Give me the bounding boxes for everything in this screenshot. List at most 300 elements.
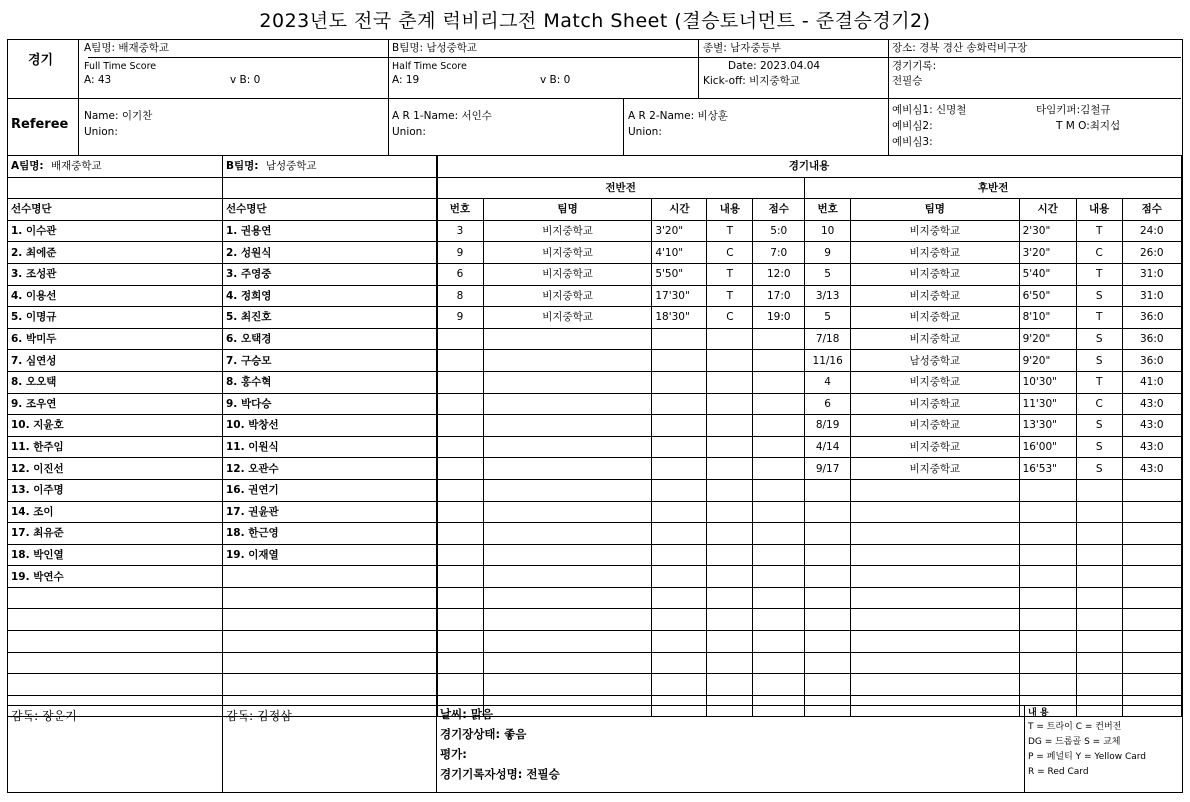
event-row <box>437 479 1182 501</box>
weather: 날씨: 맑음 <box>440 707 494 721</box>
event-score: 43:0 <box>1122 458 1181 480</box>
event-time: 13'30" <box>1019 415 1076 437</box>
event-time <box>652 350 707 372</box>
event-num <box>437 501 484 523</box>
event-team <box>483 371 652 393</box>
event-team: 비지중학교 <box>483 307 652 329</box>
roster-empty-cell <box>8 177 223 199</box>
full-time-b: v B: 0 <box>230 74 261 86</box>
player-b <box>223 566 438 588</box>
event-score <box>753 566 805 588</box>
player-b <box>223 631 438 653</box>
event-row <box>437 458 1182 480</box>
roster-table <box>7 155 438 717</box>
event-type: T <box>707 285 753 307</box>
event-row <box>437 328 1182 350</box>
col-team-2h: 팀명 <box>851 199 1020 221</box>
events-section-label: 경기내용 <box>437 156 1182 178</box>
match-date: Date: 2023.04.04 <box>728 60 821 72</box>
match-footer <box>8 705 1181 792</box>
event-type: C <box>707 307 753 329</box>
player-a: 18. 박인열 <box>8 544 223 566</box>
event-time: 11'30" <box>1019 393 1076 415</box>
player-a <box>8 609 223 631</box>
event-row <box>437 631 1182 653</box>
event-num <box>805 631 851 653</box>
legend-line-3: P = 페널티 Y = Yellow Card <box>1028 752 1147 762</box>
event-num: 7/18 <box>805 328 851 350</box>
event-num <box>437 674 484 696</box>
event-type <box>1076 566 1122 588</box>
event-time: 5'40" <box>1019 263 1076 285</box>
referee-label: Referee <box>11 117 69 132</box>
event-type: S <box>1076 436 1122 458</box>
event-num <box>437 436 484 458</box>
event-score: 41:0 <box>1122 371 1181 393</box>
events-table <box>436 155 1182 717</box>
event-team <box>851 544 1020 566</box>
event-type <box>707 458 753 480</box>
player-a: 3. 조성관 <box>8 263 223 285</box>
event-score: 12:0 <box>753 263 805 285</box>
event-row <box>437 523 1182 545</box>
player-a: 8. 오오택 <box>8 371 223 393</box>
event-team: 비지중학교 <box>851 436 1020 458</box>
event-num <box>437 631 484 653</box>
roster-row <box>8 242 438 264</box>
event-num: 3 <box>437 220 484 242</box>
event-team <box>851 674 1020 696</box>
event-time <box>652 393 707 415</box>
event-type <box>707 544 753 566</box>
legend-line-4: R = Red Card <box>1028 767 1089 777</box>
event-num <box>437 587 484 609</box>
roster-row <box>8 436 438 458</box>
player-a: 19. 박연수 <box>8 566 223 588</box>
event-score <box>1122 523 1181 545</box>
event-type <box>707 609 753 631</box>
event-team <box>483 458 652 480</box>
event-time: 17'30" <box>652 285 707 307</box>
full-time-a: A: 43 <box>84 74 112 86</box>
event-num <box>805 566 851 588</box>
event-time: 18'30" <box>652 307 707 329</box>
event-row <box>437 220 1182 242</box>
event-time <box>1019 544 1076 566</box>
player-a: 9. 조우연 <box>8 393 223 415</box>
team-a-name: A팀명: 배재중학교 <box>84 42 170 54</box>
event-team: 비지중학교 <box>851 458 1020 480</box>
category: 종별: 남자중등부 <box>703 42 781 54</box>
event-time <box>652 501 707 523</box>
event-type <box>707 479 753 501</box>
event-num <box>437 544 484 566</box>
event-time <box>1019 609 1076 631</box>
event-time <box>652 566 707 588</box>
event-score: 43:0 <box>1122 436 1181 458</box>
event-row <box>437 652 1182 674</box>
player-a <box>8 587 223 609</box>
col-time-2h: 시간 <box>1019 199 1076 221</box>
event-row <box>437 674 1182 696</box>
event-num <box>437 609 484 631</box>
event-type <box>707 587 753 609</box>
event-score: 43:0 <box>1122 393 1181 415</box>
event-num: 9 <box>437 242 484 264</box>
rating: 평가: <box>440 747 467 761</box>
event-time <box>652 371 707 393</box>
event-row <box>437 587 1182 609</box>
event-team: 비지중학교 <box>483 220 652 242</box>
event-row <box>437 307 1182 329</box>
roster-row <box>8 415 438 437</box>
event-num <box>805 674 851 696</box>
event-num <box>437 458 484 480</box>
event-time: 4'10" <box>652 242 707 264</box>
player-a: 7. 심연성 <box>8 350 223 372</box>
half-time-a: A: 19 <box>392 74 420 86</box>
referee-union: Union: <box>84 126 118 138</box>
team-a-label: A팀명: <box>11 160 44 173</box>
event-row <box>437 415 1182 437</box>
player-a <box>8 674 223 696</box>
col-num-1h: 번호 <box>437 199 484 221</box>
player-b: 10. 박창선 <box>223 415 438 437</box>
event-row <box>437 242 1182 264</box>
player-b: 1. 권용연 <box>223 220 438 242</box>
event-num: 11/16 <box>805 350 851 372</box>
event-score <box>1122 609 1181 631</box>
event-type <box>1076 587 1122 609</box>
event-time: 3'20" <box>1019 242 1076 264</box>
player-a: 17. 최유준 <box>8 523 223 545</box>
roster-row <box>8 587 438 609</box>
match-sheet <box>7 39 1183 793</box>
event-type <box>707 566 753 588</box>
roster-row <box>8 350 438 372</box>
event-num <box>437 415 484 437</box>
event-type: T <box>707 263 753 285</box>
event-num <box>437 350 484 372</box>
event-type <box>707 631 753 653</box>
player-b <box>223 674 438 696</box>
team-a-header <box>8 156 223 178</box>
event-time <box>652 328 707 350</box>
event-num <box>437 523 484 545</box>
second-half-label: 후반전 <box>805 177 1182 199</box>
event-score: 31:0 <box>1122 263 1181 285</box>
team-b-label: B팀명: <box>226 160 259 173</box>
event-type <box>1076 523 1122 545</box>
event-team <box>851 652 1020 674</box>
event-time: 6'50" <box>1019 285 1076 307</box>
event-score <box>753 523 805 545</box>
event-type <box>707 652 753 674</box>
event-score: 36:0 <box>1122 328 1181 350</box>
event-time <box>652 631 707 653</box>
kickoff: Kick-off: 비지중학교 <box>703 75 800 87</box>
event-row <box>437 393 1182 415</box>
roster-row <box>8 263 438 285</box>
event-team: 비지중학교 <box>483 263 652 285</box>
event-score <box>753 631 805 653</box>
event-time: 10'30" <box>1019 371 1076 393</box>
event-num: 5 <box>805 263 851 285</box>
event-score <box>753 609 805 631</box>
roster-row <box>8 371 438 393</box>
event-team: 비지중학교 <box>483 285 652 307</box>
event-num: 5 <box>805 307 851 329</box>
roster-label-b: 선수명단 <box>223 199 438 221</box>
legend-line-1: T = 트라이 C = 컨버전 <box>1028 722 1122 732</box>
roster-row <box>8 285 438 307</box>
event-time <box>652 609 707 631</box>
event-team: 비지중학교 <box>851 242 1020 264</box>
event-type <box>707 415 753 437</box>
event-score: 17:0 <box>753 285 805 307</box>
event-score: 26:0 <box>1122 242 1181 264</box>
event-score: 7:0 <box>753 242 805 264</box>
roster-row <box>8 674 438 696</box>
event-row <box>437 566 1182 588</box>
page-title: 2023년도 전국 춘계 럭비리그전 Match Sheet (결승토너먼트 - 준결승경기2) <box>259 10 931 32</box>
event-type: S <box>1076 458 1122 480</box>
legend-line-2: DG = 드롭골 S = 교체 <box>1028 737 1121 747</box>
event-time <box>1019 501 1076 523</box>
event-team <box>483 609 652 631</box>
col-score-2h: 점수 <box>1122 199 1181 221</box>
event-time <box>1019 566 1076 588</box>
event-type: S <box>1076 328 1122 350</box>
player-b: 6. 오택경 <box>223 328 438 350</box>
event-team <box>483 328 652 350</box>
player-b: 9. 박다승 <box>223 393 438 415</box>
event-time <box>1019 652 1076 674</box>
player-b: 19. 이재열 <box>223 544 438 566</box>
player-b: 5. 최진호 <box>223 307 438 329</box>
event-team <box>851 609 1020 631</box>
event-type <box>707 371 753 393</box>
event-team: 남성중학교 <box>851 350 1020 372</box>
event-team <box>483 479 652 501</box>
player-b: 12. 오관수 <box>223 458 438 480</box>
event-team: 비지중학교 <box>851 220 1020 242</box>
event-score: 43:0 <box>1122 415 1181 437</box>
player-a: 13. 이주명 <box>8 479 223 501</box>
reserve-1: 예비심1: 신명철 <box>892 104 967 116</box>
event-time <box>1019 587 1076 609</box>
event-score: 19:0 <box>753 307 805 329</box>
event-time: 9'20" <box>1019 350 1076 372</box>
event-score: 24:0 <box>1122 220 1181 242</box>
event-time: 2'30" <box>1019 220 1076 242</box>
player-b: 4. 정희영 <box>223 285 438 307</box>
roster-row <box>8 523 438 545</box>
event-type <box>1076 501 1122 523</box>
event-score: 5:0 <box>753 220 805 242</box>
event-type: T <box>1076 263 1122 285</box>
record-name: 전필승 <box>892 75 923 87</box>
event-type <box>707 523 753 545</box>
event-team <box>483 350 652 372</box>
player-a: 1. 이수관 <box>8 220 223 242</box>
player-a <box>8 652 223 674</box>
event-type <box>707 393 753 415</box>
event-type <box>1076 674 1122 696</box>
event-type <box>707 436 753 458</box>
col-num-2h: 번호 <box>805 199 851 221</box>
event-num <box>437 479 484 501</box>
event-num <box>805 501 851 523</box>
event-type <box>1076 652 1122 674</box>
event-row <box>437 436 1182 458</box>
roster-row <box>8 501 438 523</box>
event-score <box>1122 652 1181 674</box>
event-score <box>753 350 805 372</box>
ar2-name: A R 2-Name: 비상훈 <box>628 110 728 122</box>
event-num: 4/14 <box>805 436 851 458</box>
col-time-1h: 시간 <box>652 199 707 221</box>
event-score <box>753 652 805 674</box>
player-b <box>223 652 438 674</box>
player-b: 2. 성원식 <box>223 242 438 264</box>
event-type: S <box>1076 285 1122 307</box>
referee-name: Name: 이기찬 <box>84 110 153 122</box>
player-a: 5. 이명규 <box>8 307 223 329</box>
roster-label-a: 선수명단 <box>8 199 223 221</box>
roster-row <box>8 328 438 350</box>
event-score <box>753 458 805 480</box>
event-team <box>483 415 652 437</box>
event-time: 9'20" <box>1019 328 1076 350</box>
event-time <box>1019 674 1076 696</box>
player-a: 6. 박미두 <box>8 328 223 350</box>
event-team <box>483 523 652 545</box>
event-row <box>437 609 1182 631</box>
col-team-1h: 팀명 <box>483 199 652 221</box>
event-team: 비지중학교 <box>851 263 1020 285</box>
player-a: 11. 한주임 <box>8 436 223 458</box>
event-type <box>707 328 753 350</box>
roster-row <box>8 458 438 480</box>
event-num: 6 <box>805 393 851 415</box>
event-score <box>1122 587 1181 609</box>
roster-row <box>8 479 438 501</box>
event-time <box>652 436 707 458</box>
event-time: 5'50" <box>652 263 707 285</box>
event-num: 10 <box>805 220 851 242</box>
event-row <box>437 285 1182 307</box>
event-team: 비지중학교 <box>851 307 1020 329</box>
event-time: 8'10" <box>1019 307 1076 329</box>
event-num <box>437 371 484 393</box>
event-type: T <box>1076 220 1122 242</box>
event-time <box>652 458 707 480</box>
event-score <box>1122 566 1181 588</box>
player-b: 18. 한근영 <box>223 523 438 545</box>
event-score <box>753 371 805 393</box>
event-team: 비지중학교 <box>851 285 1020 307</box>
field-condition: 경기장상태: 좋음 <box>440 727 527 741</box>
event-row <box>437 371 1182 393</box>
player-a: 2. 최에준 <box>8 242 223 264</box>
team-b-header <box>223 156 438 178</box>
venue: 장소: 경북 경산 송화럭비구장 <box>892 42 1028 54</box>
roster-empty-cell <box>223 177 438 199</box>
event-score <box>753 501 805 523</box>
event-type: C <box>1076 242 1122 264</box>
player-a: 12. 이진선 <box>8 458 223 480</box>
event-score: 36:0 <box>1122 307 1181 329</box>
event-row <box>437 501 1182 523</box>
event-team <box>483 652 652 674</box>
event-type <box>707 350 753 372</box>
event-team <box>851 566 1020 588</box>
event-team: 비지중학교 <box>851 371 1020 393</box>
player-a: 14. 조이 <box>8 501 223 523</box>
event-row <box>437 544 1182 566</box>
event-num: 6 <box>437 263 484 285</box>
roster-row <box>8 652 438 674</box>
event-type <box>1076 479 1122 501</box>
reserve-2: 예비심2: <box>892 120 933 132</box>
event-row <box>437 350 1182 372</box>
col-score-1h: 점수 <box>753 199 805 221</box>
player-b: 8. 홍수혁 <box>223 371 438 393</box>
event-type <box>1076 631 1122 653</box>
event-team: 비지중학교 <box>851 328 1020 350</box>
player-a <box>8 631 223 653</box>
player-b: 11. 이원식 <box>223 436 438 458</box>
event-score <box>753 436 805 458</box>
roster-row <box>8 220 438 242</box>
roster-row <box>8 307 438 329</box>
event-team: 비지중학교 <box>851 393 1020 415</box>
event-num: 8 <box>437 285 484 307</box>
event-time <box>1019 479 1076 501</box>
half-time-b: v B: 0 <box>540 74 571 86</box>
player-b <box>223 609 438 631</box>
ar2-union: Union: <box>628 126 662 138</box>
event-num <box>805 652 851 674</box>
event-score: 36:0 <box>1122 350 1181 372</box>
roster-row <box>8 566 438 588</box>
event-num <box>805 479 851 501</box>
team-b-name: B팀명: 남성중학교 <box>392 42 478 54</box>
event-score <box>753 479 805 501</box>
event-score <box>753 415 805 437</box>
event-type: T <box>1076 371 1122 393</box>
event-num: 9 <box>437 307 484 329</box>
player-b: 16. 권연기 <box>223 479 438 501</box>
event-time <box>652 544 707 566</box>
event-time <box>652 587 707 609</box>
event-team <box>483 544 652 566</box>
event-team <box>483 631 652 653</box>
event-score <box>753 544 805 566</box>
event-team <box>483 674 652 696</box>
event-time <box>652 674 707 696</box>
roster-row <box>8 544 438 566</box>
player-b: 7. 구승모 <box>223 350 438 372</box>
event-num: 8/19 <box>805 415 851 437</box>
event-num <box>805 609 851 631</box>
match-header <box>8 40 1181 155</box>
roster-row <box>8 631 438 653</box>
ar1-union: Union: <box>392 126 426 138</box>
event-type <box>707 501 753 523</box>
event-num: 4 <box>805 371 851 393</box>
